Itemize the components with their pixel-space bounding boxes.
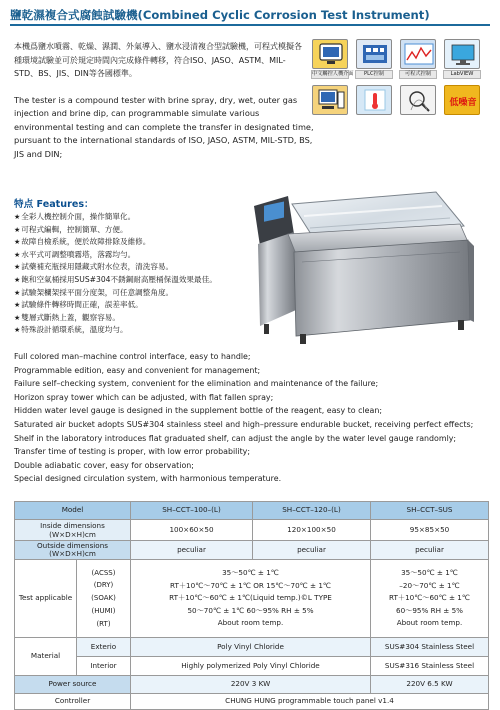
model-label: Model <box>15 502 131 520</box>
feature-item: ★ 特殊設計循環系統，溫度均勻。 <box>14 324 264 337</box>
low-noise-icon <box>444 85 480 115</box>
programmable-control-caption: 可程式控制 <box>399 70 437 79</box>
feature-item: ★ 雙層式斷熱上蓋，觀察容易。 <box>14 312 264 325</box>
intro-chinese: 本機爲鹽水噴霧、乾燥、濕潤、外氣導入、鹽水浸清複合型試驗機，可程式模擬各種環境試驗並可於規定時間內完成條件轉移，符合ISO、JASO、ASTM、MIL-STD、BS、JIS、DIN等各國標準。 <box>14 42 302 79</box>
feature-item: ★ 全彩人機控制介面，操作簡單化。 <box>14 211 264 224</box>
feature-item: ★ 飽和空氣桶採用SUS#304不銹鋼耐高壓桶保溫效果最佳。 <box>14 274 264 287</box>
feature-item: ★ 水平式可調整噴霧塔，落霧均勻。 <box>14 249 264 262</box>
inside-dimensions-label: Inside dimensions (W×D×H)cm <box>15 520 131 541</box>
interior-material-sus: SUS#316 Stainless Steel <box>371 657 489 676</box>
temperature-control-icon <box>356 85 392 115</box>
exterior-label: Exterio <box>77 638 131 657</box>
feature-item-en: Saturated air bucket adopts SUS#304 stainless steel and high–pressure endurable bucket, receiving perfect effects; <box>14 419 474 429</box>
specification-table <box>14 501 489 710</box>
inspection-icon <box>400 85 436 115</box>
test-conditions-common: 35～50℃ ± 1℃ RT＋10℃～70℃ ± 1℃ OR 15℃～70℃ ± 1℃ RT＋10℃～60℃ ± 1℃(Liquid temp.)©L TYPE 50～70℃ ± 1℃ 60～95% RH ± 5% About room temp. <box>131 560 371 638</box>
feature-item-en: Full colored man–machine control interface, easy to handle; <box>14 352 251 361</box>
labview-caption: LabVIEW <box>443 70 481 79</box>
labview-icon <box>444 39 480 69</box>
feature-item: ★ 試藥補充瓶採用隱藏式附水位表，清洗容易。 <box>14 261 264 274</box>
inside-dim-100: 100×60×50 <box>131 520 253 541</box>
controller-value: CHUNG HUNG programmable touch panel v1.4 <box>131 694 489 710</box>
corrosion-test-machine-image <box>244 186 476 348</box>
page-title: 鹽乾濕複合式腐蝕試驗機(Combined Cyclic Corrosion Test Instrument) <box>10 8 430 22</box>
intro-english: The tester is a compound tester with brine spray, dry, wet, outer gas injection and brine dip, can programmable simulate various environmental testing and can complete the transfer in designated time, pursuant to the international standards of ISO, JASO, ASTM, MIL-STD, BS, JIS and DIN; <box>14 95 314 159</box>
outside-dim-100: peculiar <box>131 541 253 560</box>
model-sus: SH–CCT–SUS <box>371 502 489 520</box>
feature-item-en: Transfer time of testing is proper, with low error probability; <box>14 447 250 457</box>
test-modes: (ACSS) (DRY) (SOAK) (HUMI) (RT) <box>77 560 131 638</box>
model-120: SH–CCT–120–(L) <box>253 502 371 520</box>
feature-item-en: Programmable edition, easy and convenient for management; <box>14 365 261 375</box>
outside-dim-120: peculiar <box>253 541 371 560</box>
interior-material-common: Highly polymerized Poly Vinyl Chloride <box>131 657 371 676</box>
feature-item-en: Horizon spray tower which can be adjusted, with flat fallen spray; <box>14 392 274 402</box>
touch-screen-caption: 中文觸控人機介面 <box>312 71 354 77</box>
feature-item: ★ 試驗條件轉移時間正確，誤差率低。 <box>14 299 264 312</box>
feature-item-en: Failure self–checking system, convenient for the elimination and maintenance of the failure; <box>14 379 379 389</box>
outside-dimensions-label: Outside dimensions (W×D×H)cm <box>15 541 131 560</box>
feature-item: ★ 可程式編輯，控制簡單、方便。 <box>14 224 264 237</box>
title-bar <box>10 6 490 26</box>
features-title: 特点 Features： <box>14 199 94 210</box>
feature-item-en: Shelf in the laboratory introduces flat graduated shelf, can adjust the angle by the water level gauge randomly; <box>14 433 457 443</box>
controller-label: Controller <box>15 694 131 710</box>
exterior-material-common: Poly Vinyl Chloride <box>131 638 371 657</box>
inside-dim-120: 120×100×50 <box>253 520 371 541</box>
power-common: 220V 3 KW <box>131 676 371 694</box>
power-source-label: Power source <box>15 676 131 694</box>
test-applicable-label: Test applicable <box>15 560 77 638</box>
plc-control-icon <box>356 39 392 69</box>
material-label: Material <box>15 638 77 676</box>
plc-control-caption: PLC控制 <box>355 70 393 79</box>
programmable-control-icon <box>400 39 436 69</box>
outside-dim-sus: peculiar <box>371 541 489 560</box>
power-sus: 220V 6.5 KW <box>371 676 489 694</box>
svg-text:低噪音: 低噪音 <box>449 98 477 108</box>
exterior-material-sus: SUS#304 Stainless Steel <box>371 638 489 657</box>
model-100: SH–CCT–100–(L) <box>131 502 253 520</box>
feature-item-en: Special designed circulation system, with harmonious temperature. <box>14 474 282 484</box>
interior-label: Interior <box>77 657 131 676</box>
touch-screen-icon <box>312 39 348 69</box>
computer-monitor-icon <box>312 85 348 115</box>
features-list-english <box>14 350 494 486</box>
inside-dim-sus: 95×85×50 <box>371 520 489 541</box>
feature-item: ★ 故障自檢系統，便於故障排除及維修。 <box>14 236 264 249</box>
feature-item-en: Double adiabatic cover, easy for observation; <box>14 460 194 470</box>
feature-item-en: Hidden water level gauge is designed in the supplement bottle of the reagent, easy to clean; <box>14 406 382 416</box>
test-conditions-sus: 35～50℃ ± 1℃ –20～70℃ ± 1℃ RT＋10℃～60℃ ± 1℃ 60～95% RH ± 5% About room temp. <box>371 560 489 638</box>
features-list-chinese <box>14 211 264 337</box>
feature-item: ★ 試驗架欄架採平面分度架，可任意調整角度。 <box>14 287 264 300</box>
